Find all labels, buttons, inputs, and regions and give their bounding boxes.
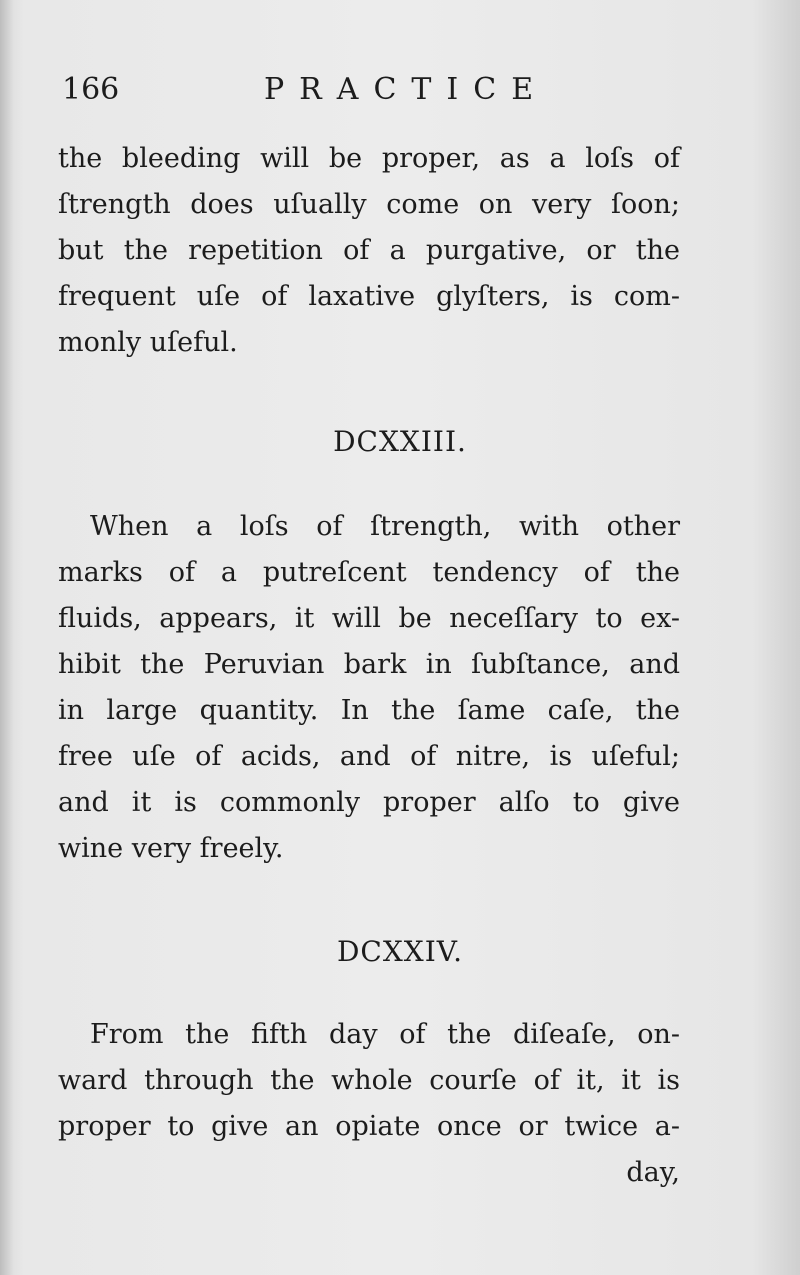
text-line: ſtrength does uſually come on very ſoon; xyxy=(58,189,680,220)
section-heading: DCXXIII. xyxy=(333,425,467,458)
page-number: 166 xyxy=(62,72,120,107)
paragraph xyxy=(58,1012,680,1196)
text-line: ward through the whole courſe of it, it is xyxy=(58,1065,680,1096)
text-line: but the repetition of a purgative, or the xyxy=(58,235,680,266)
text-line: When a loſs of ſtrength, with other xyxy=(90,511,680,542)
text-line: free uſe of acids, and of nitre, is uſeful; xyxy=(58,741,680,772)
paragraph xyxy=(58,504,680,872)
text-line: From the fifth day of the diſeaſe, on- xyxy=(90,1019,680,1050)
text-line: hibit the Peruvian bark in ſubſtance, and xyxy=(58,649,680,680)
text-line: frequent uſe of laxative glyſters, is com- xyxy=(58,281,680,312)
text-line: monly uſeful. xyxy=(58,327,238,358)
text-line: proper to give an opiate once or twice a- xyxy=(58,1111,680,1142)
running-head: PRACTICE xyxy=(264,72,549,107)
text-line: in large quantity. In the ſame caſe, the xyxy=(58,695,680,726)
page-edge-shadow xyxy=(0,0,14,1275)
text-line: wine very freely. xyxy=(58,833,284,864)
text-line: fluids, appears, it will be neceſſary to ex- xyxy=(58,603,680,634)
catchword: day, xyxy=(626,1157,680,1188)
paragraph-continuation xyxy=(58,136,680,366)
page-header xyxy=(62,66,742,114)
text-line: and it is commonly proper alſo to give xyxy=(58,787,680,818)
text-line: the bleeding will be proper, as a loſs of xyxy=(58,143,680,174)
section-heading: DCXXIV. xyxy=(336,935,464,968)
text-line: marks of a putreſcent tendency of the xyxy=(58,557,680,588)
